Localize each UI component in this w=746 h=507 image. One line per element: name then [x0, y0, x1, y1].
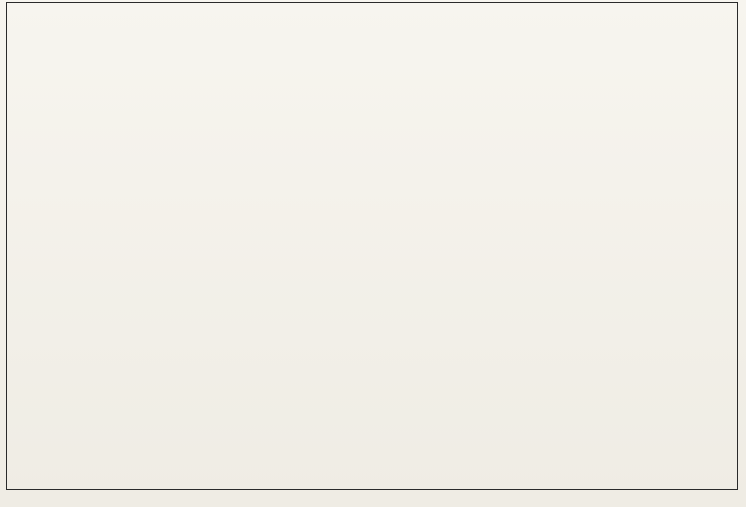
notice-body: [10, 34, 736, 434]
